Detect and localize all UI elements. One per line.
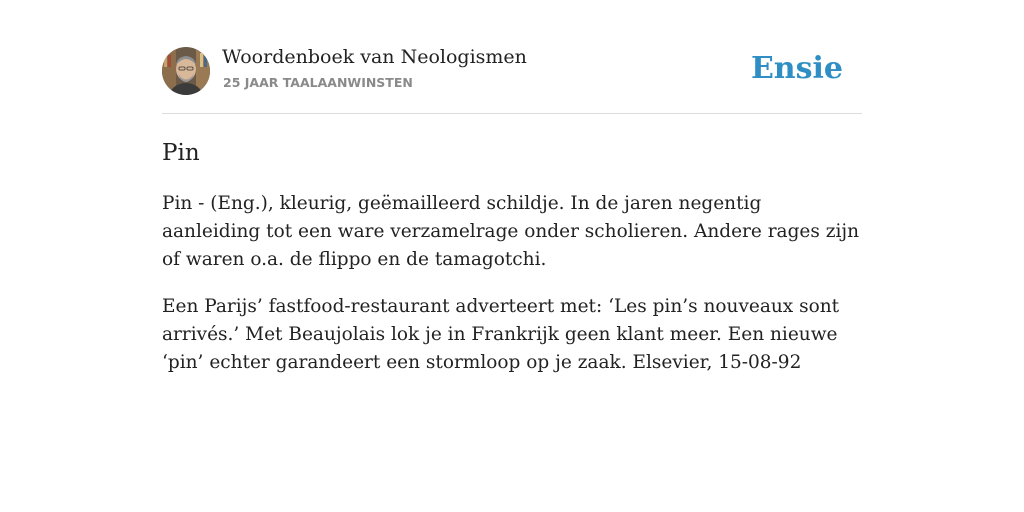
ensie-logo[interactable]: Ensie: [750, 51, 843, 86]
author-portrait-icon: [162, 47, 210, 95]
source-title[interactable]: Woordenboek van Neologismen: [222, 46, 527, 68]
entry-body: [162, 190, 862, 377]
entry-title: Pin: [162, 140, 200, 166]
entry-card: [162, 44, 862, 377]
entry-paragraph-citation: Een Parijs’ fastfood-restaurant adverteert met: ‘Les pin’s nouveaux sont arrivés.’ Met Beaujolais lok je in Frankrijk geen klant meer. Een nieuwe ‘pin’ echter garandeert een stormloop op je zaak. Elsevier, 15-08-92: [162, 296, 840, 373]
entry-paragraph-definition: Pin - (Eng.), kleurig, geëmailleerd schildje. In de jaren negentig aanleiding tot een ware verzamelrage onder scholieren. Andere rages zijn of waren o.a. de flippo en de tamagotchi.: [162, 193, 860, 270]
source-header: [162, 44, 862, 114]
avatar[interactable]: [162, 47, 210, 95]
source-subtitle: 25 JAAR TAALAANWINSTEN: [223, 75, 413, 90]
